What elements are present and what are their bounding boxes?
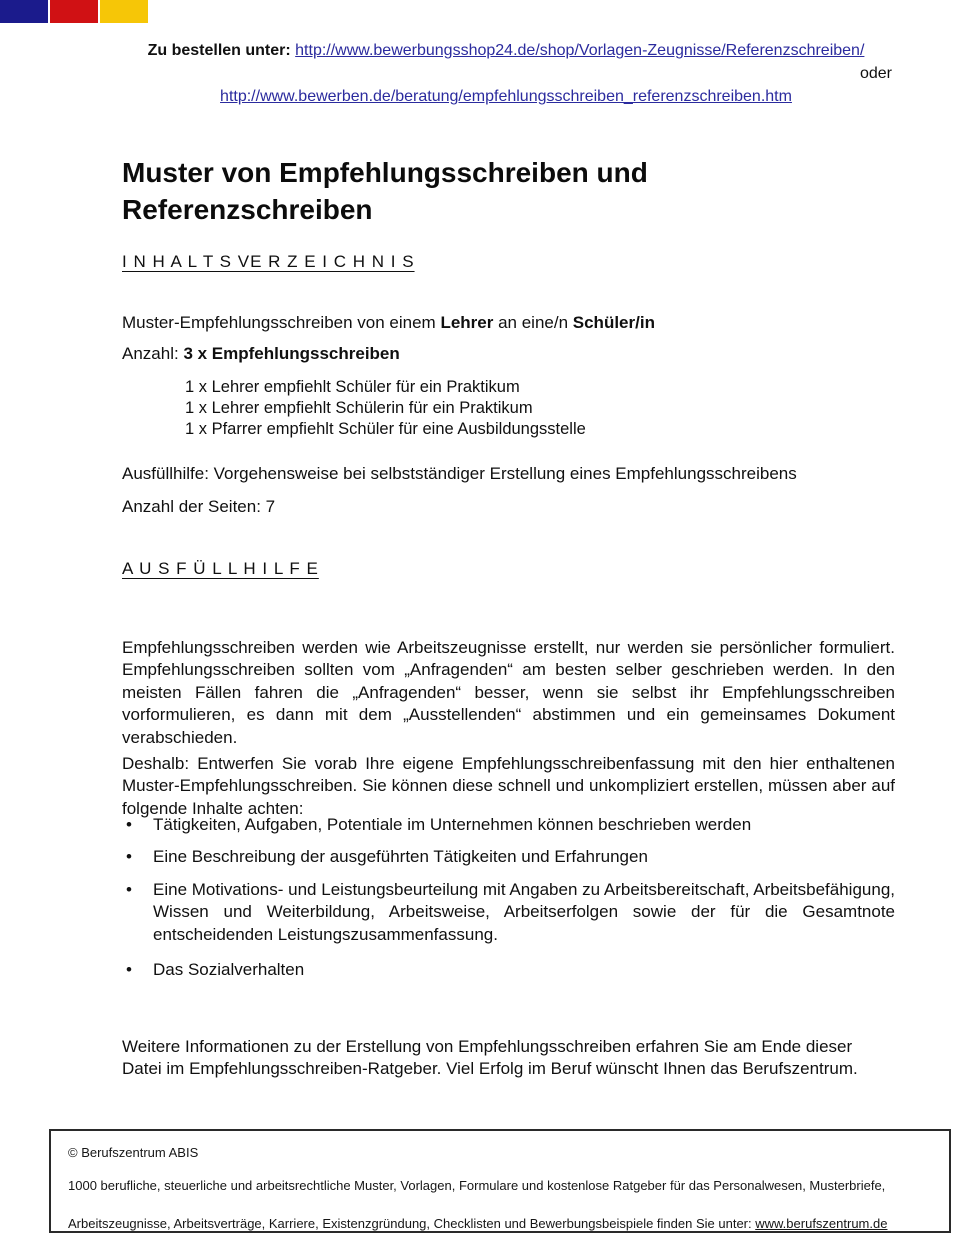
- help-paragraph-3: Weitere Informationen zu der Erstellung von Empfehlungsschreiben erfahren Sie am Ende dieser Datei im Empfehlungsschreiben-Ratgeber. Viel Erfolg im Beruf wünscht Ihnen das Berufszentrum.: [122, 1037, 858, 1079]
- brand-logo: [0, 0, 150, 23]
- checklist-item: • Das Sozialverhalten: [122, 959, 895, 981]
- toc-description-line: [122, 313, 902, 333]
- checklist-item: • Eine Beschreibung der ausgeführten Tätigkeiten und Erfahrungen: [122, 846, 895, 868]
- help-paragraph-1: Empfehlungsschreiben werden wie Arbeitszeugnisse erstellt, nur werden sie persönlicher formuliert. Empfehlungsschreiben sollten vom „Anfragenden“ am besten selber geschrieben werden. In den meisten Fällen fahren die „Anfragenden“ besser, wenn sie selbst ihr Empfehlungsschreiben vorformulieren, es dann mit dem „Ausstellenden“ abstimmen und ein gemeinsames Dokument verabschieden.: [122, 638, 895, 747]
- toc-item: 1 x Pfarrer empfiehlt Schüler für eine Ausbildungsstelle: [185, 420, 586, 438]
- berufszentrum-link[interactable]: www.berufszentrum.de: [755, 1216, 888, 1231]
- toc-item-list: [185, 377, 885, 440]
- toc-ausfuellhilfe-line: Ausfüllhilfe: Vorgehensweise bei selbstständiger Erstellung eines Empfehlungsschreibens: [122, 464, 797, 483]
- toc-count-value: 3 x Empfehlungsschreiben: [183, 344, 400, 363]
- footer-description-line-2: [68, 1211, 932, 1236]
- or-label: oder: [859, 65, 892, 82]
- toc-line1-pre: Muster-Empfehlungsschreiben von einem: [122, 313, 441, 332]
- logo-navy-block: [0, 0, 48, 23]
- toc-pages-line: Anzahl der Seiten: 7: [122, 497, 276, 516]
- logo-yellow-block: [100, 0, 148, 23]
- checklist-item: • Tätigkeiten, Aufgaben, Potentiale im Unternehmen können beschrieben werden: [122, 814, 895, 836]
- footer-line2-text: Arbeitszeugnisse, Arbeitsverträge, Karriere, Existenzgründung, Checklisten und Bewerbungsbeispiele finden Sie unter:: [68, 1216, 756, 1231]
- order-line: [120, 39, 892, 62]
- logo-red-block: [50, 0, 98, 23]
- order-link-bewerben[interactable]: http://www.bewerben.de/beratung/empfehlungsschreiben_referenzschreiben.htm: [220, 88, 792, 105]
- order-header: [120, 39, 892, 108]
- toc-count-line: [122, 344, 902, 364]
- footer-box: [49, 1129, 951, 1233]
- checklist-item: • Eine Motivations- und Leistungsbeurteilung mit Angaben zu Arbeitsbereitschaft, Arbeitsbefähigung, Wissen und Weiterbildung, Arbeitsweise, Arbeitserfolgen sowie der für die Gesamtnote entscheidenden Leistungszusammenfassung.: [122, 879, 895, 946]
- footer-description-line-1: 1000 berufliche, steuerliche und arbeitsrechtliche Muster, Vorlagen, Formulare und kostenlose Ratgeber für das Personalwesen, Musterbriefe,: [68, 1178, 886, 1193]
- help-paragraph-2: Deshalb: Entwerfen Sie vorab Ihre eigene Empfehlungsschreibenfassung mit den hier enthaltenen Muster-Empfehlungsschreiben. Sie können diese schnell und unkompliziert erstellen, müssen aber auf folgende Inhalte achten:: [122, 754, 895, 818]
- toc-item: 1 x Lehrer empfiehlt Schüler für ein Praktikum: [185, 378, 520, 396]
- toc-heading: I N H A L T S VE R Z E I C H N I S: [122, 252, 415, 271]
- toc-item: 1 x Lehrer empfiehlt Schülerin für ein Praktikum: [185, 399, 533, 417]
- help-heading: A U S F Ü L L H I L F E: [122, 559, 319, 578]
- order-label: Zu bestellen unter:: [147, 42, 291, 59]
- toc-line1-lehrer: Lehrer: [440, 313, 494, 332]
- order-link-bewerbungsshop24[interactable]: http://www.bewerbungsshop24.de/shop/Vorlagen-Zeugnisse/Referenzschreiben/: [295, 42, 865, 59]
- toc-line1-mid: an eine/n: [493, 313, 573, 332]
- toc-line1-schueler: Schüler/in: [572, 313, 655, 332]
- toc-count-label: Anzahl:: [122, 344, 184, 363]
- content-checklist: [122, 814, 895, 991]
- page-title: Muster von Empfehlungsschreiben und Referenzschreiben: [122, 156, 648, 225]
- copyright-line: © Berufszentrum ABIS: [68, 1145, 199, 1160]
